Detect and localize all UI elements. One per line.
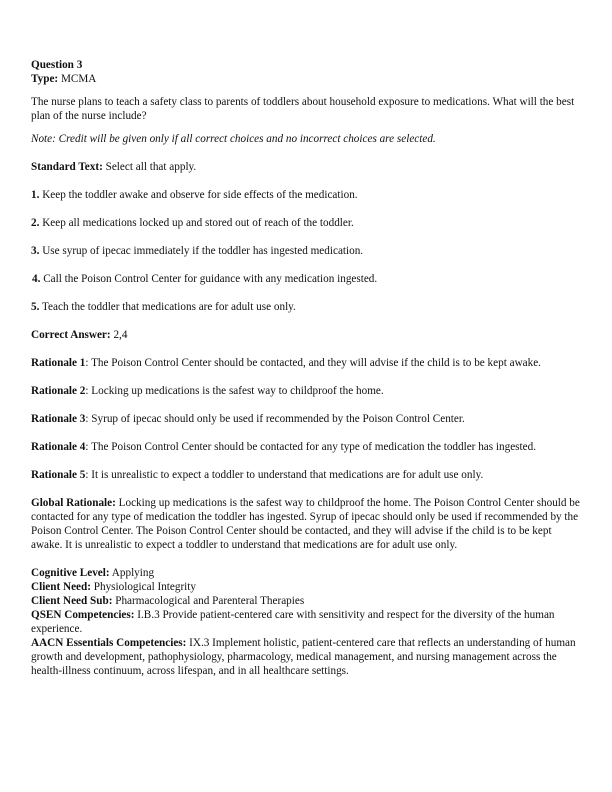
client-need: Client Need: Physiological Integrity [31, 581, 196, 593]
rationale-1: Rationale 1: The Poison Control Center should be contacted, and they will advise if the child is to be kept awake. [31, 357, 541, 369]
cognitive-level: Cognitive Level: Applying [31, 567, 155, 579]
type-value: MCMA [60, 73, 97, 85]
global-rationale-text: Locking up medications is the safest way to childproof the home. The Poison Control Center should be contacted for any type of medication the toddler has ingested. Syrup of ipecac should only be used if recommended by the Poison Control Center. The Poison Control Center should be contacted, and they will advise if the child is to be kept awake. It is unrealistic to expect a toddler to understand that medications are for adult use only. [31, 497, 580, 551]
option-3: 3. Use syrup of ipecac immediately if the toddler has ingested medication. [31, 245, 364, 257]
option-2: 2. Keep all medications locked up and stored out of reach of the toddler. [31, 217, 354, 229]
option-1: 1. Keep the toddler awake and observe for side effects of the medication. [31, 189, 358, 201]
question-type [31, 72, 583, 86]
aacn-competencies: AACN Essentials Competencies: IX.3 Implement holistic, patient-centered care that reflects an understanding of human growth and development, pathophysiology, pharmacology, medical management, and nursing management across the health-illness continuum, across lifespan, and in all healthcare settings. [31, 637, 576, 677]
standard-text [31, 160, 583, 174]
option-4: 4. Call the Poison Control Center for guidance with any medication ingested. [32, 273, 378, 285]
standard-value: Select all that apply. [105, 161, 197, 173]
correct-answer [31, 328, 583, 342]
client-need-sub: Client Need Sub: Pharmacological and Parenteral Therapies [31, 595, 305, 607]
rationale-4: Rationale 4: The Poison Control Center should be contacted for any type of medication the toddler has ingested. [31, 441, 536, 453]
credit-note: Note: Credit will be given only if all correct choices and no incorrect choices are selected. [31, 133, 436, 145]
type-label: Type: [31, 73, 59, 85]
correct-answer-value: 2,4 [113, 329, 128, 341]
global-rationale-label: Global Rationale: [31, 497, 116, 509]
standard-label: Standard Text: [31, 161, 103, 173]
qsen-competencies: QSEN Competencies: I.B.3 Provide patient-centered care with sensitivity and respect for the diversity of the human experience. [31, 609, 555, 635]
rationale-2: Rationale 2: Locking up medications is the safest way to childproof the home. [31, 385, 384, 397]
global-rationale [31, 496, 583, 552]
rationale-3: Rationale 3: Syrup of ipecac should only be used if recommended by the Poison Control Center. [31, 413, 465, 425]
correct-answer-label: Correct Answer: [31, 329, 111, 341]
question-stem: The nurse plans to teach a safety class to parents of toddlers about household exposure to medications. What will the best plan of the nurse include? [31, 96, 575, 122]
question-title: Question 3 [31, 59, 83, 71]
question-document [31, 58, 583, 678]
option-5: 5. Teach the toddler that medications are for adult use only. [31, 301, 296, 313]
rationale-5: Rationale 5: It is unrealistic to expect a toddler to understand that medications are for adult use only. [31, 469, 484, 481]
